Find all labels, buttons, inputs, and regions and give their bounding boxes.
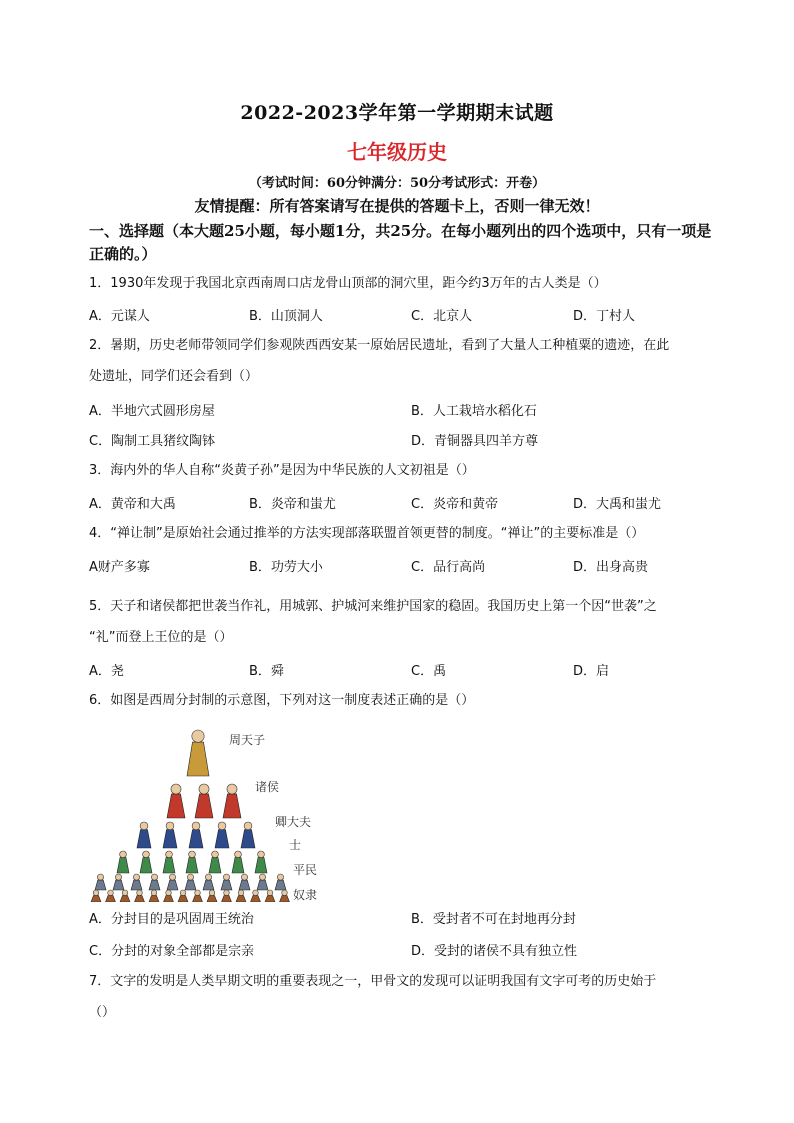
- figure-label-slaves: 奴隶: [293, 888, 318, 902]
- figure-label-scholars: 士: [289, 838, 302, 852]
- question-5-stem-line1: 5．天子和诸侯都把世袭当作礼，用城郭、护城河来维护国家的稳固。我国历史上第一个因“世袭”之: [89, 599, 657, 614]
- question-2-stem-line2: 处遗址，同学们还会看到（）: [89, 369, 259, 384]
- slave-figure: [265, 890, 275, 902]
- question-6-options-row2: [89, 940, 714, 962]
- minister-figure: [163, 822, 177, 848]
- slave-figure: [222, 890, 232, 902]
- exam-subtitle: 七年级历史: [347, 140, 447, 164]
- question-5-options: [89, 660, 714, 682]
- q2-option-d: D．青铜器具四羊方尊: [411, 434, 539, 449]
- question-1-options: [89, 305, 714, 327]
- figure-label-ministers: 卿大夫: [275, 815, 312, 829]
- scholar-figure: [163, 851, 175, 873]
- q4-option-a: A财产多寡: [89, 560, 150, 575]
- q6-option-b: B．受封者不可在封地再分封: [411, 912, 576, 927]
- slave-figure: [236, 890, 246, 902]
- commoner-figure: [221, 874, 232, 890]
- commoner-figure: [275, 874, 286, 890]
- slave-figure: [193, 890, 203, 902]
- q3-option-c: C．炎帝和黄帝: [411, 497, 499, 512]
- minister-figure: [137, 822, 151, 848]
- commoner-figure: [239, 874, 250, 890]
- section-heading: 一、选择题（本大题25小题，每小题1分，共25分。在每小题列出的四个选项中，只有一项是正确的。）: [89, 222, 712, 263]
- slave-figure: [149, 890, 159, 902]
- q4-option-d: D．出身高贵: [573, 560, 649, 575]
- q4-option-b: B．功劳大小: [249, 560, 323, 575]
- question-3-options: [89, 493, 714, 515]
- commoner-figure: [113, 874, 124, 890]
- q5-option-a: A．尧: [89, 664, 124, 679]
- q5-option-b: B．舜: [249, 664, 284, 679]
- slave-figure: [178, 890, 188, 902]
- commoner-figure: [149, 874, 160, 890]
- lord-figure: [167, 784, 185, 818]
- scholar-figure: [186, 851, 198, 873]
- question-2-stem-line1: 2．暑期，历史老师带领同学们参观陕西西安某一原始居民遗址，看到了大量人工种植粟的遗迹，在此: [89, 338, 670, 353]
- lord-figure: [195, 784, 213, 818]
- minister-figure: [215, 822, 229, 848]
- question-7-stem-line1: 7．文字的发明是人类早期文明的重要表现之一，甲骨文的发现可以证明我国有文字可考的历史始于: [89, 974, 657, 989]
- figure-label-commoners: 平民: [293, 863, 318, 877]
- q2-option-a: A．半地穴式圆形房屋: [89, 404, 215, 419]
- q2-option-c: C．陶制工具猪纹陶钵: [89, 434, 216, 449]
- scholar-figure: [255, 851, 267, 873]
- scholar-figure: [232, 851, 244, 873]
- lord-figure: [223, 784, 241, 818]
- question-4-options: [89, 556, 714, 578]
- q4-option-c: C．品行高尚: [411, 560, 486, 575]
- question-4-stem: 4．“禅让制”是原始社会通过推举的方法实现部落联盟首领更替的制度。“禅让”的主要标准是（）: [89, 526, 645, 541]
- scholar-figure: [117, 851, 129, 873]
- q6-option-d: D．受封的诸侯不具有独立性: [411, 944, 578, 959]
- slave-figure: [120, 890, 130, 902]
- q3-option-b: B．炎帝和蚩尤: [249, 497, 336, 512]
- slave-figure: [106, 890, 116, 902]
- question-6-stem: 6．如图是西周分封制的示意图，下列对这一制度表述正确的是（）: [89, 693, 475, 708]
- slave-figure: [91, 890, 101, 902]
- figure-label-lords: 诸侯: [255, 780, 280, 794]
- exam-reminder: 友情提醒：所有答案请写在提供的答题卡上，否则一律无效！: [194, 197, 600, 215]
- minister-figure: [189, 822, 203, 848]
- q1-option-a: A．元谋人: [89, 309, 150, 324]
- q3-option-a: A．黄帝和大禹: [89, 497, 176, 512]
- slave-figure: [135, 890, 145, 902]
- slave-figure: [251, 890, 261, 902]
- commoner-figure: [203, 874, 214, 890]
- q1-option-d: D．丁村人: [573, 309, 636, 324]
- feudal-hierarchy-figure: [89, 718, 325, 902]
- slave-figure: [207, 890, 217, 902]
- question-2-options-row2: [89, 430, 714, 452]
- q5-option-c: C．禹: [411, 664, 447, 679]
- scholar-figure: [140, 851, 152, 873]
- question-2-options-row1: [89, 400, 714, 422]
- exam-title: 2022-2023学年第一学期期末试题: [240, 102, 554, 124]
- exam-info: （考试时间：60分钟满分：50分考试形式：开卷）: [248, 176, 546, 191]
- q3-option-d: D．大禹和蚩尤: [573, 497, 662, 512]
- q5-option-d: D．启: [573, 664, 610, 679]
- question-5-stem-line2: “礼”而登上王位的是（）: [89, 630, 233, 645]
- commoner-figure: [131, 874, 142, 890]
- slave-figure: [280, 890, 290, 902]
- commoner-figure: [185, 874, 196, 890]
- minister-figure: [241, 822, 255, 848]
- q6-option-c: C．分封的对象全部都是宗亲: [89, 944, 255, 959]
- question-1-stem: 1．1930年发现于我国北京西南周口店龙骨山顶部的洞穴里，距今约3万年的古人类是（）: [89, 276, 607, 291]
- scholar-figure: [209, 851, 221, 873]
- q2-option-b: B．人工栽培水稻化石: [411, 404, 537, 419]
- commoner-figure: [95, 874, 106, 890]
- question-7-stem-line2: （）: [89, 1005, 116, 1020]
- king-figure: [187, 730, 209, 776]
- commoner-figure: [257, 874, 268, 890]
- q6-option-a: A．分封目的是巩固周王统治: [89, 912, 254, 927]
- question-3-stem: 3．海内外的华人自称“炎黄子孙”是因为中华民族的人文初祖是（）: [89, 463, 475, 478]
- slave-figure: [164, 890, 174, 902]
- figure-label-king: 周天子: [229, 733, 266, 747]
- commoner-figure: [167, 874, 178, 890]
- q1-option-c: C．北京人: [411, 309, 473, 324]
- q1-option-b: B．山顶洞人: [249, 309, 323, 324]
- question-6-options-row1: [89, 908, 714, 930]
